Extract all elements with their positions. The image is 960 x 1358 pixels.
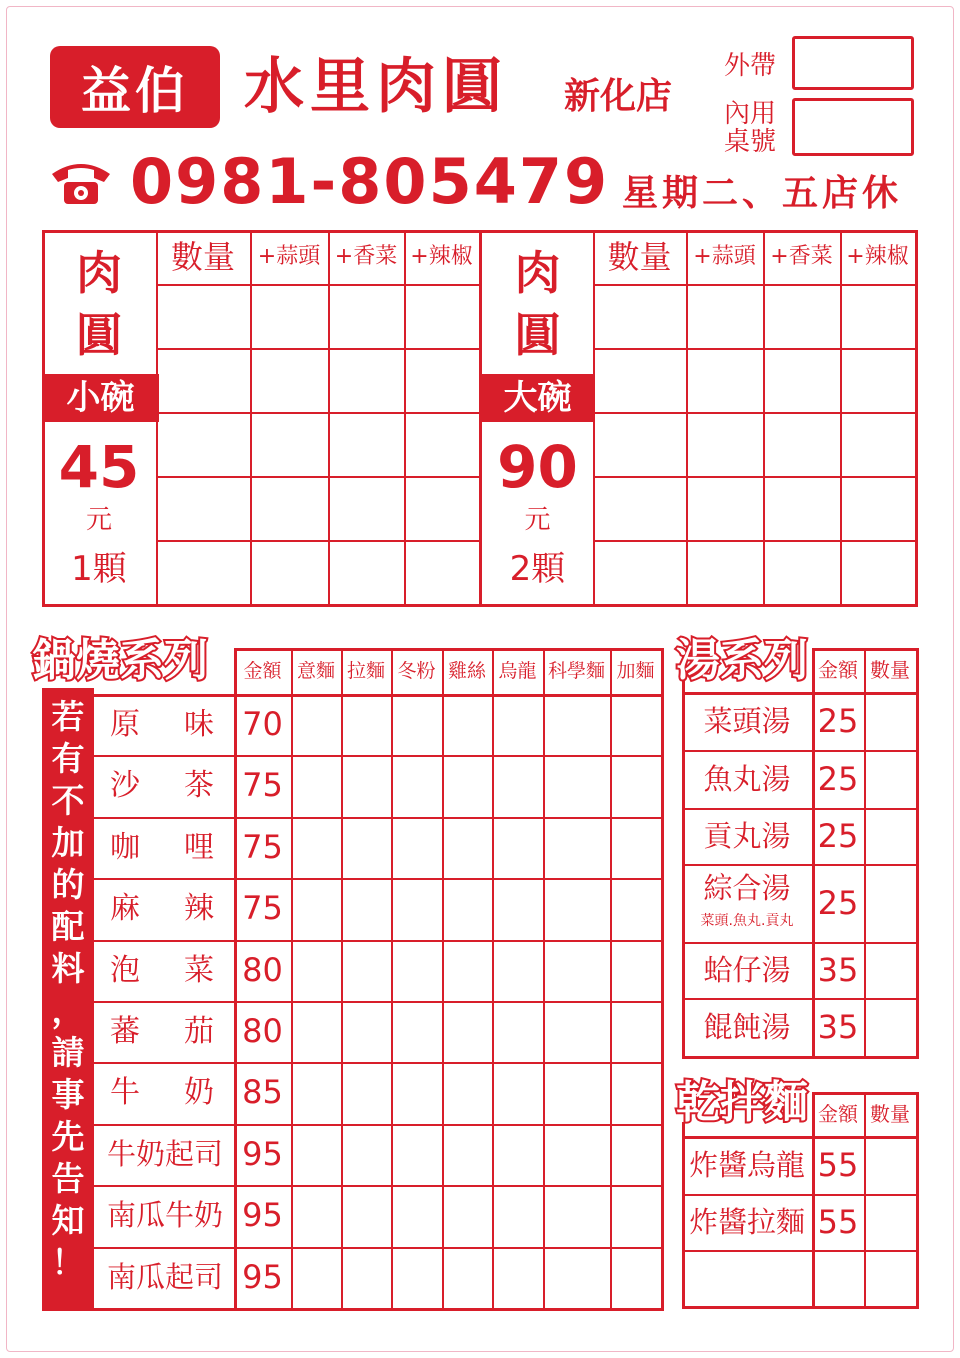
large-size-label: 大碗 <box>482 374 593 422</box>
column-header-1: +蒜頭 <box>257 244 321 269</box>
notice-sidebar: 若 有 不 加 的 配 料 ， 請 事 先 告 知 ！ <box>42 688 94 1310</box>
hotpot-price: 75 <box>242 766 283 805</box>
small-price: 45 <box>58 433 140 501</box>
column-header-3: +辣椒 <box>846 244 909 269</box>
hotpot-price: 95 <box>242 1196 283 1235</box>
hotpot-column-2: 拉麵 <box>346 660 385 682</box>
hotpot-column-5: 烏龍 <box>498 660 537 682</box>
column-header-3: +辣椒 <box>410 244 473 269</box>
hotpot-flavor: 南瓜牛奶 <box>106 1198 223 1233</box>
hotpot-price: 75 <box>242 827 283 866</box>
dinein-label: 內用 <box>723 99 776 129</box>
soup-name: 貢丸湯 <box>703 819 791 853</box>
small-size-label: 小碗 <box>42 374 159 422</box>
hotpot-flavor: 辣 <box>184 891 214 927</box>
hotpot-flavor: 茄 <box>184 1014 214 1049</box>
hotpot-column-7: 加麵 <box>616 660 655 682</box>
hotpot-price: 85 <box>242 1073 283 1112</box>
hotpot-flavor: 麻 <box>110 891 140 927</box>
hotpot-flavor: 泡 <box>110 952 140 988</box>
takeout-label: 外帶 <box>723 51 776 81</box>
large-price-unit: 元 <box>524 505 551 535</box>
hotpot-column-0: 金額 <box>243 660 282 682</box>
dry-noodle-name: 炸醬烏龍 <box>688 1148 805 1182</box>
brand-badge: 益伯 <box>50 46 220 128</box>
hotpot-price: 80 <box>242 1012 283 1050</box>
dry-noodle-title: 乾拌麵 <box>676 1077 808 1128</box>
rouyuan-title-char: 肉 <box>514 246 561 300</box>
grid-line <box>916 1092 919 1309</box>
hotpot-column-4: 雞絲 <box>447 660 486 682</box>
order-cell[interactable] <box>866 1252 916 1306</box>
soup-price: 25 <box>817 817 859 855</box>
hotpot-column-1: 意麵 <box>296 660 335 682</box>
grid-line <box>682 1306 918 1309</box>
soup-price: 25 <box>817 760 859 798</box>
dry-column-1: 數量 <box>870 1102 910 1126</box>
soup-title: 湯系列 <box>676 635 808 686</box>
soup-name: 蛤仔湯 <box>703 953 791 987</box>
hotpot-flavor: 原 <box>110 707 140 742</box>
large-ball-count: 2顆 <box>509 549 566 589</box>
dry-noodle-price: 55 <box>817 1203 859 1241</box>
column-header-1: +蒜頭 <box>693 244 756 269</box>
hotpot-column-3: 冬粉 <box>397 660 436 682</box>
order-cell[interactable] <box>866 1138 916 1194</box>
hotpot-price: 80 <box>242 950 283 989</box>
hotpot-flavor: 南瓜起司 <box>106 1259 223 1294</box>
hotpot-flavor: 奶 <box>184 1075 214 1111</box>
table-label: 桌號 <box>723 127 776 157</box>
column-header-0: 數量 <box>170 238 235 276</box>
hotpot-flavor: 咖 <box>110 829 140 865</box>
shop-name: 水里肉圓 <box>244 52 508 122</box>
phone-number: 0981-805479 <box>130 145 610 218</box>
dry-column-0: 金額 <box>818 1102 858 1126</box>
hotpot-flavor: 菜 <box>184 952 214 988</box>
branch-name: 新化店 <box>564 75 673 117</box>
large-price: 90 <box>497 433 578 501</box>
soup-price: 25 <box>817 884 859 922</box>
hotpot-flavor: 味 <box>184 707 214 742</box>
soup-column-0: 金額 <box>818 658 858 682</box>
soup-name: 菜頭湯 <box>703 704 791 738</box>
soup-name: 綜合湯 <box>703 871 791 905</box>
soup-name: 魚丸湯 <box>703 762 791 796</box>
hotpot-flavor: 沙 <box>110 768 140 804</box>
rouyuan-title-char: 圓 <box>76 308 122 362</box>
order-cell[interactable] <box>866 1196 916 1250</box>
hotpot-flavor: 牛 <box>110 1075 140 1111</box>
small-price-unit: 元 <box>85 505 112 535</box>
hotpot-price: 75 <box>242 889 283 928</box>
soup-price: 25 <box>817 702 859 740</box>
hotpot-flavor: 牛奶起司 <box>106 1136 223 1171</box>
rouyuan-title-char: 肉 <box>76 246 122 300</box>
rouyuan-title-char: 圓 <box>514 308 561 362</box>
soup-column-1: 數量 <box>870 658 910 682</box>
hotpot-price: 95 <box>242 1134 283 1173</box>
hotpot-price: 95 <box>242 1257 283 1296</box>
hotpot-flavor: 蕃 <box>110 1014 140 1049</box>
soup-price: 35 <box>817 1008 859 1046</box>
small-ball-count: 1顆 <box>71 549 127 589</box>
soup-name: 餛飩湯 <box>703 1010 791 1044</box>
hotpot-column-6: 科學麵 <box>547 660 605 682</box>
hotpot-price: 70 <box>242 705 283 743</box>
hotpot-flavor: 茶 <box>184 768 214 804</box>
column-header-2: +香菜 <box>334 244 398 269</box>
soup-price: 35 <box>817 951 859 989</box>
column-header-2: +香菜 <box>770 244 833 269</box>
hotpot-flavor: 哩 <box>184 829 214 865</box>
dry-noodle-name: 炸醬拉麵 <box>688 1205 805 1239</box>
soup-ingredients: 菜頭.魚丸.貢丸 <box>700 913 794 929</box>
dry-noodle-price: 55 <box>817 1146 859 1184</box>
column-header-0: 數量 <box>607 238 672 276</box>
hotpot-title: 鍋燒系列 <box>32 635 208 686</box>
closed-days: 星期二、五店休 <box>622 172 903 214</box>
order-cell[interactable] <box>814 1252 864 1306</box>
